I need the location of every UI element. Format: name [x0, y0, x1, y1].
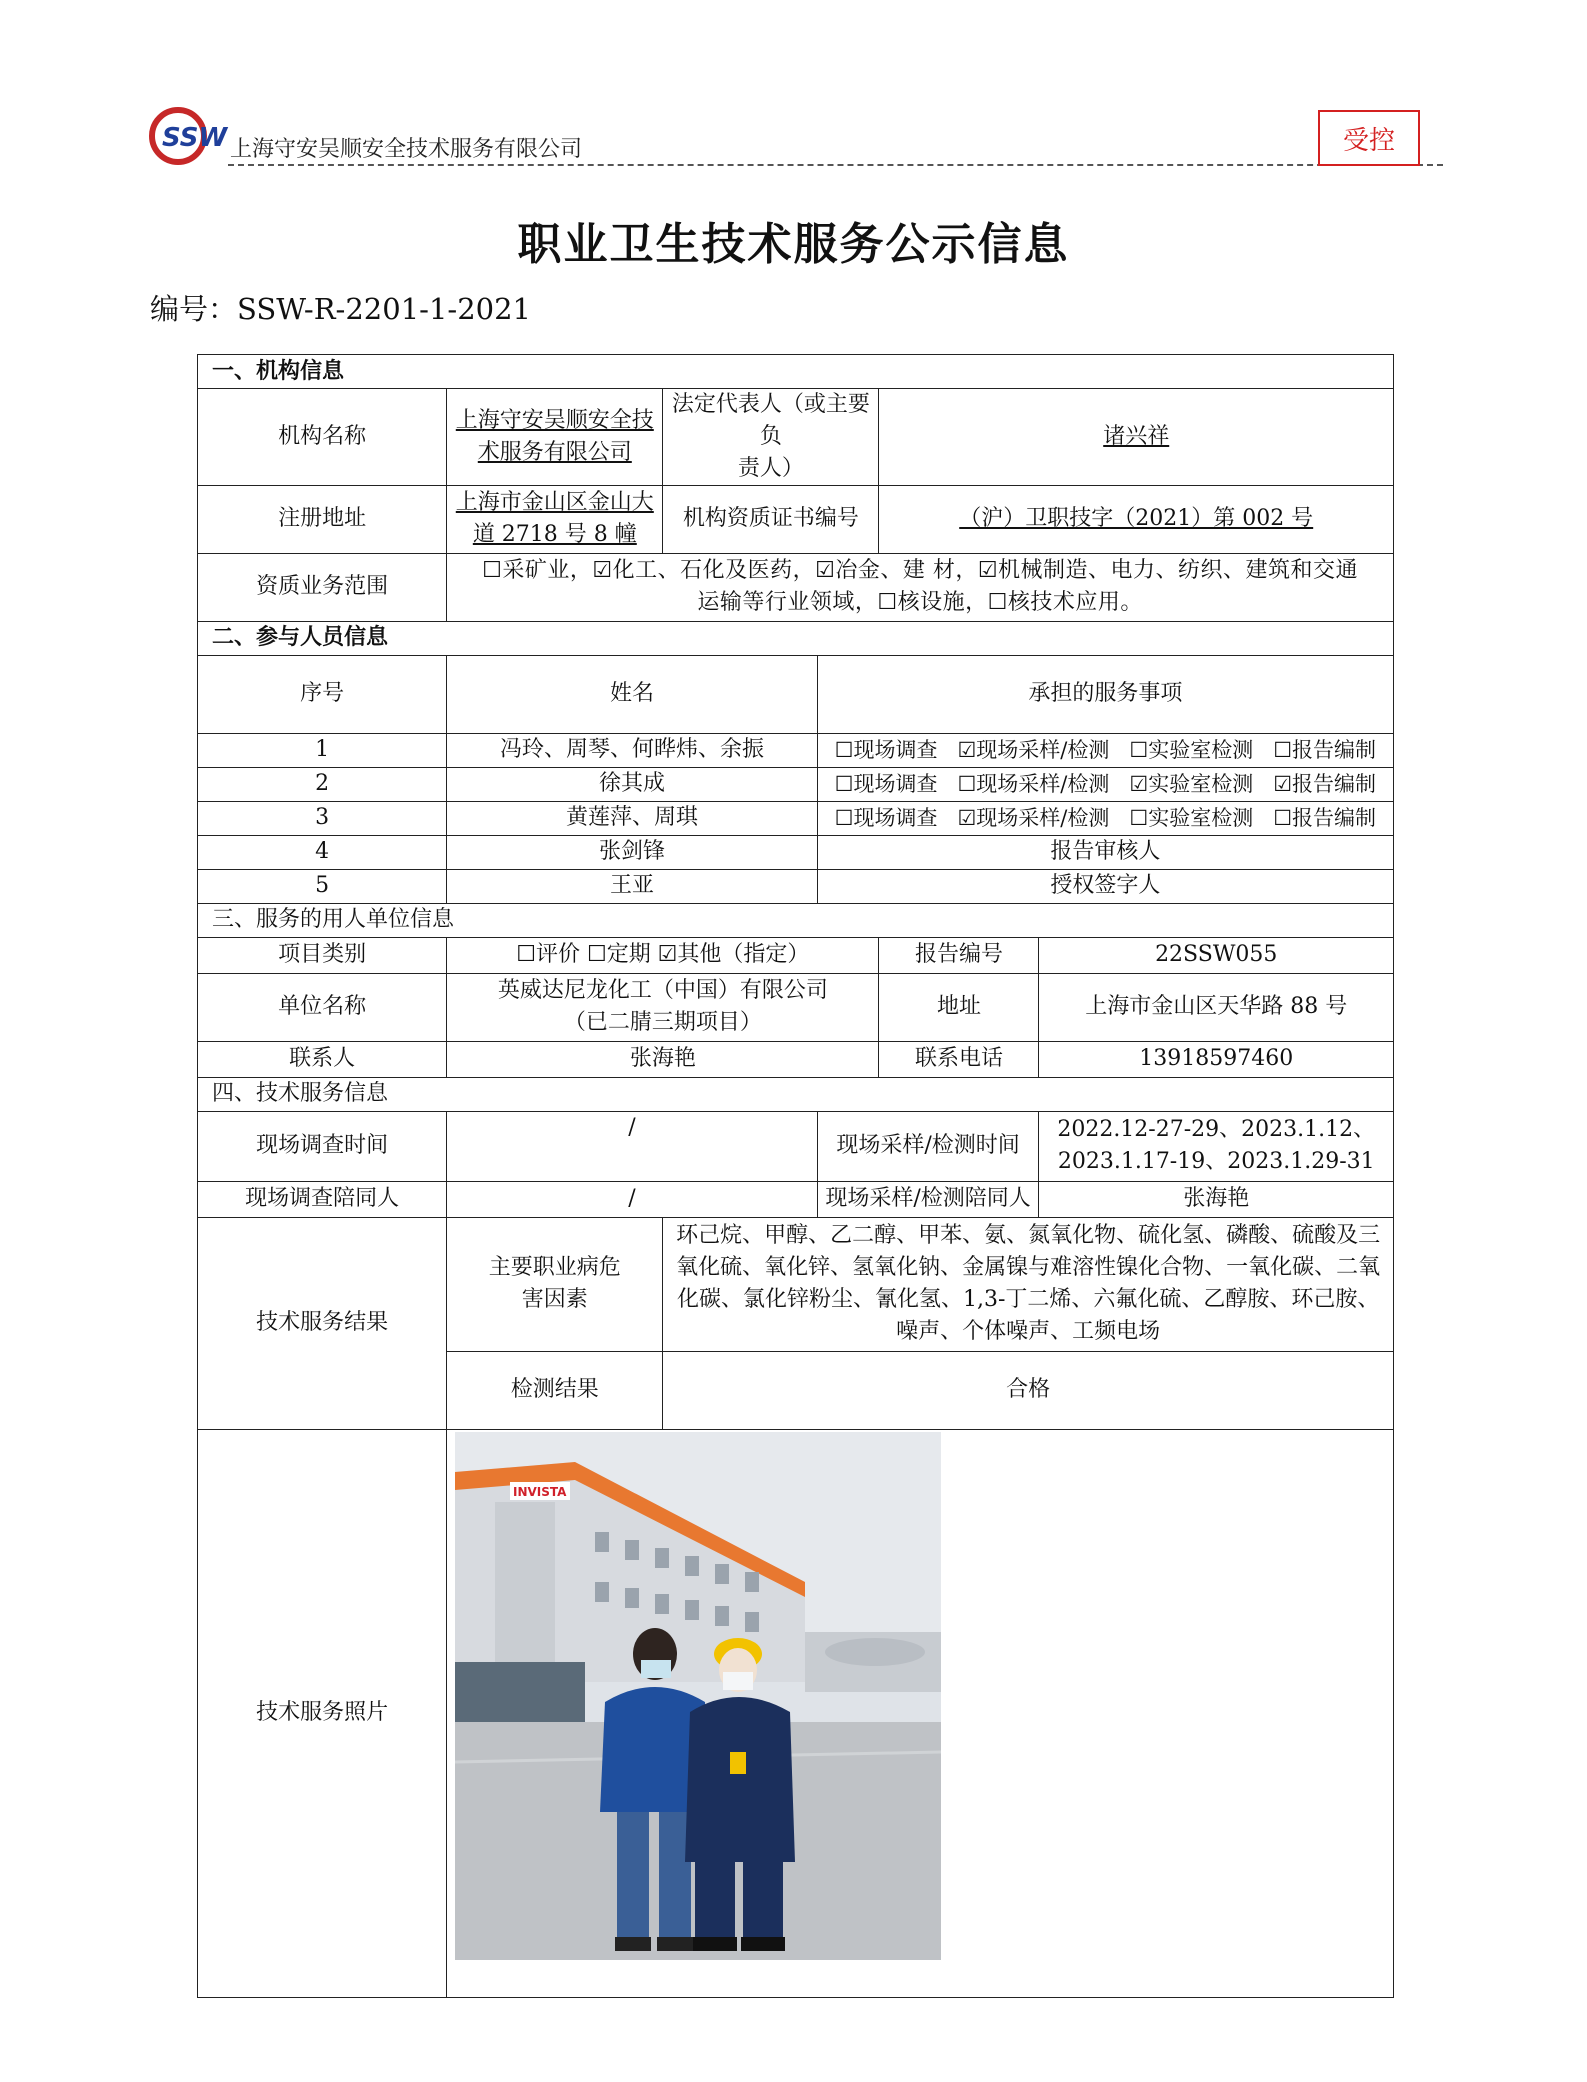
cert-number: （沪）卫职技字（2021）第 002 号 — [879, 485, 1394, 553]
hazard-label: 主要职业病危 害因素 — [447, 1217, 663, 1351]
contact-value: 张海艳 — [447, 1041, 879, 1077]
col-header-tasks: 承担的服务事项 — [817, 655, 1393, 733]
row-names: 黄莲萍、周琪 — [447, 801, 817, 835]
legal-rep-label: 法定代表人（或主要负 责人） — [663, 389, 879, 486]
sampling-escort-value: 张海艳 — [1039, 1181, 1394, 1217]
row-tasks: ☐现场调查 ☑现场采样/检测 ☐实验室检测 ☐报告编制 — [817, 801, 1393, 835]
page-header — [148, 100, 1443, 170]
unit-name-label: 单位名称 — [198, 973, 447, 1041]
section-staff-heading: 二、参与人员信息 — [198, 621, 1394, 655]
scope-value: ☐采矿业，☑化工、石化及医药，☑冶金、建 材，☑机械制造、电力、纺织、建筑和交通 运输等行业领域，☐核设施，☐核技术应用。 — [447, 553, 1394, 621]
test-result-value: 合格 — [663, 1351, 1394, 1429]
row-tasks: ☐现场调查 ☑现场采样/检测 ☐实验室检测 ☐报告编制 — [817, 733, 1393, 767]
section-org-heading: 一、机构信息 — [198, 355, 1394, 389]
header-divider — [228, 164, 1443, 166]
unit-name-value: 英威达尼龙化工（中国）有限公司 （已二腈三期项目） — [447, 973, 879, 1041]
report-no-label: 报告编号 — [879, 937, 1039, 973]
project-type-options: ☐评价 ☐定期 ☑其他（指定） — [447, 937, 879, 973]
photo-label: 技术服务照片 — [198, 1429, 447, 1997]
test-result-label: 检测结果 — [447, 1351, 663, 1429]
row-no: 4 — [198, 835, 447, 869]
scope-label: 资质业务范围 — [198, 553, 447, 621]
table-row — [198, 801, 1394, 835]
address-value: 上海市金山区金山大 道 2718 号 8 幢 — [447, 485, 663, 553]
disclosure-form — [197, 354, 1394, 1998]
row-no: 3 — [198, 801, 447, 835]
service-site-photo — [455, 1432, 941, 1960]
row-no: 2 — [198, 767, 447, 801]
table-row — [198, 733, 1394, 767]
sampling-escort-label: 现场采样/检测陪同人 — [817, 1181, 1039, 1217]
row-names: 徐其成 — [447, 767, 817, 801]
row-names: 冯玲、周琴、何晔炜、余振 — [447, 733, 817, 767]
row-names: 张剑锋 — [447, 835, 817, 869]
row-role: 报告审核人 — [817, 835, 1393, 869]
table-row — [198, 767, 1394, 801]
page-title: 职业卫生技术服务公示信息 — [517, 219, 1070, 270]
legal-rep-value: 诸兴祥 — [879, 389, 1394, 486]
sampling-time-value: 2022.12-27-29、2023.1.12、 2023.1.17-19、2023.1.29-31 — [1039, 1111, 1394, 1181]
phone-value: 13918597460 — [1039, 1041, 1394, 1077]
row-no: 5 — [198, 869, 447, 903]
address-label: 注册地址 — [198, 485, 447, 553]
survey-time-label: 现场调查时间 — [198, 1111, 447, 1181]
row-no: 1 — [198, 733, 447, 767]
survey-escort-label: 现场调查陪同人 — [198, 1181, 447, 1217]
section-client-heading: 三、服务的用人单位信息 — [198, 903, 1394, 937]
report-no-value: 22SSW055 — [1039, 937, 1394, 973]
header-company-name: 上海守安吴顺安全技术服务有限公司 — [230, 137, 583, 162]
unit-address-label: 地址 — [879, 973, 1039, 1041]
table-row — [198, 835, 1394, 869]
contact-label: 联系人 — [198, 1041, 447, 1077]
col-header-no: 序号 — [198, 655, 447, 733]
photo-cell — [447, 1429, 1394, 1997]
section-service-heading: 四、技术服务信息 — [198, 1077, 1394, 1111]
row-tasks: ☐现场调查 ☐现场采样/检测 ☑实验室检测 ☑报告编制 — [817, 767, 1393, 801]
cert-label: 机构资质证书编号 — [663, 485, 879, 553]
row-role: 授权签字人 — [817, 869, 1393, 903]
hazard-list: 环己烷、甲醇、乙二醇、甲苯、氨、氮氧化物、硫化氢、磷酸、硫酸及三 氧化硫、氧化锌、氢氧化钠、金属镍与难溶性镍化合物、一氧化碳、二氧 化碳、氯化锌粉尘、氰化氢、1,3-丁二烯、六氟化硫、乙醇胺、环己胺、 噪声、个体噪声、工频电场 — [663, 1217, 1394, 1351]
unit-address-value: 上海市金山区天华路 88 号 — [1039, 973, 1394, 1041]
ssw-logo-icon — [148, 102, 232, 168]
org-name-label: 机构名称 — [198, 389, 447, 486]
survey-time-value: / — [447, 1111, 817, 1181]
controlled-stamp: 受控 — [1318, 110, 1420, 166]
logo-text: SSW — [162, 123, 228, 153]
phone-label: 联系电话 — [879, 1041, 1039, 1077]
building-sign-text: INVISTA — [513, 1484, 567, 1499]
col-header-name: 姓名 — [447, 655, 817, 733]
table-row — [198, 869, 1394, 903]
survey-escort-value: / — [447, 1181, 817, 1217]
service-result-label: 技术服务结果 — [198, 1217, 447, 1429]
project-type-label: 项目类别 — [198, 937, 447, 973]
org-name-value: 上海守安吴顺安全技 术服务有限公司 — [447, 389, 663, 486]
sampling-time-label: 现场采样/检测时间 — [817, 1111, 1039, 1181]
row-names: 王亚 — [447, 869, 817, 903]
document-number: 编号：SSW-R-2201-1-2021 — [150, 292, 532, 326]
